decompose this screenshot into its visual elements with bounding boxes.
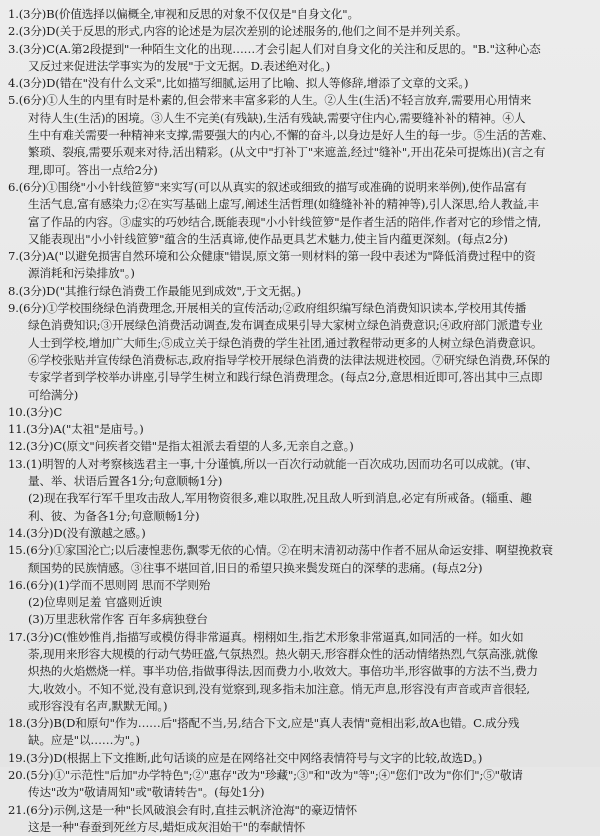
text-line: 生活气息,富有感染力;②在实写基础上虚写,阐述生活哲理(如缝缝补补的精神等),引人深思,给人教益,丰 [28,197,539,212]
text-line: (2)现在我军行军千里攻击敌人,军用物资很多,难以取胜,况且敌人听到消息,必定有所戒备。(辎重、趣 [28,491,532,506]
text-line: 17.(3分)C(惟妙惟肖,指描写或模仿得非常逼真。栩栩如生,指艺术形象非常逼真,如同活的一样。如火如 [8,629,524,644]
text-line: 16.(6分)(1)学而不思则罔 思而不学则殆 [8,577,211,592]
text-line: 缺。应是"以……为"。) [28,733,140,748]
text-line: 对待人生(生活)的困境。③人生不完美(有残缺),生活有残缺,需要守住内心,需要缝补补的精神。④人 [28,110,526,125]
text-line: 2.(3分)D(关于反思的形式,内容的论述是为层次差别的论述服务的,他们之间不是并列关系。 [8,24,468,39]
text-line: 8.(3分)D("其推行绿色消费工作最能见到成效",于文无据。) [8,283,302,298]
text-line: 7.(3分)A("以避免损害自然环境和公众健康"错误,原文第一则材料的第一段中表述为"降低消费过程中的资 [8,249,536,264]
text-line: 生中有难关需要一种精神来支撑,需要强大的内心,不懈的奋斗,以身边是好人生的每一步。⑤生活的苦难、 [28,128,554,143]
text-line: (3)万里悲秋常作客 百年多病独登台 [28,612,208,627]
text-line: 15.(6分)①家国沦亡;以后凄惶悲伤,飘零无依的心情。②在明末清初动荡中作者不屈从命运安排、啊望挽救衰 [8,543,553,558]
text-line: (2)位卑则足羞 官盛则近谀 [28,595,162,610]
text-line: 绿色消费知识;③开展绿色消费活动调查,发布调查成果引导大家树立绿色消费意识;④政府部门派遣专业 [28,318,543,333]
text-line: 又能表现出"小小针线笸箩"蕴含的生活真谛,使作品更具艺术魅力,使主旨内蕴更深刻。(每点2分) [28,231,508,246]
text-line: 9.(6分)①学校围绕绿色消费理念,开展相关的宣传活动;②政府组织编写绿色消费知识读本,学校用其传播 [8,301,527,316]
text-line: 18.(3分)B(D和原句"作为……后"搭配不当,另,结合下文,应是"真人表情"竟相出彩,故A也错。C.成分残 [8,716,520,731]
text-line: 颓国势的民族情感。③往事不堪回首,旧日的希望只换来鬓发斑白的深孳的悲痛。(每点2分) [28,560,483,575]
text-line: 人士到学校,增加广大师生;⑤成立关于绿色消费的学生社团,通过教程带动更多的人树立绿色消费意识。 [28,335,543,350]
text-line: 传达"改为"敬请周知"或"敬请转告"。(每处1分) [28,785,265,800]
text-line: 荼,现用来形容大规模的行动气势旺盛,气氛热烈。热火朝天,形容群众性的活动情绪热烈,气氛高涨,就像 [28,646,538,661]
text-line: 14.(3分)D(没有激越之感。) [8,525,146,540]
text-line: 20.(5分)①"示范性"后加"办学特色";②"惠存"改为"珍藏";③"和"改为"等";④"您们"改为"你们";⑤"敬请 [8,768,523,783]
text-line: 理,即可。答出一点给2分) [28,162,158,177]
text-line: 13.(1)明智的人对考察核选君主一事,十分谨慎,所以一百次行动就能一百次成功,因而功名可以成就。(审、 [8,456,538,471]
text-line: 1.(3分)B(价值选择以偏概全,审视和反思的对象不仅仅是"自身文化"。 [8,7,359,21]
text-line: 量、举、状语后置各1分;句意顺畅1分) [28,474,223,489]
text-line: 繁琐、裂痕,需要乐观来对待,活出精彩。(从文中"打补丁"来遮盖,经过"缝补",开出花朵可提炼出)(言之有 [28,145,546,160]
text-line: 或形容没有名声,默默无闻。) [28,698,168,713]
text-line: 10.(3分)C [8,404,63,419]
text-line: 这是一种"春蚕到死丝方尽,蜡炬成灰泪始干"的奉献情怀 [28,819,306,834]
text-line: 利、彼、为备各1分;句意顺畅1分) [28,508,200,523]
text-line: 又反过来促进法学事实为的发展"于文无据。D.表述绝对化。) [28,58,331,73]
text-line: 5.(6分)①人生的内里有时是朴素的,但会带来丰富多彩的人生。②人生(生活)不轻言放弃,需要用心用情来 [8,93,532,108]
text-line: 3.(3分)C(A.第2段提到"一种陌生文化的出现……才会引起人们对自身文化的关注和反思的。"B."这种心态 [8,41,541,56]
text-line: ⑥学校张贴并宣传绿色消费标志,政府指导学校开展绿色消费的法律法规进校园。⑦研究绿色消费,环保的 [28,352,551,367]
text-line: 4.(3分)D(错在"没有什么文采",比如描写细腻,运用了比喻、拟人等修辞,增添了文章的文采。) [8,76,469,91]
text-line: 19.(3分)D(根据上下文推断,此句话谈的应是在网络社交中网络表情符号与文字的比较,故选D。) [8,750,483,765]
text-line: 21.(6分)示例,这是一种"长风破浪会有时,直挂云帆济沧海"的豪迈情怀 [8,802,357,817]
text-line: 11.(3分)A("太祖"是庙号。) [8,422,144,437]
text-line: 源消耗和污染排放"。) [28,266,135,281]
text-line: 可给满分) [28,387,79,402]
text-line: 富了作品的内容。③虚实的巧妙结合,既能表现"小小针线笸箩"是作者生活的陪伴,作者对它的珍惜之情, [28,214,542,229]
text-line: 大,收效小。不知不觉,没有意识到,没有觉察到,现多指未加注意。悄无声息,形容没有声音或声音很轻, [28,681,530,696]
text-line: 6.(6分)①围绕"小小针线笸箩"来实写(可以从真实的叙述或细致的描写或准确的说明来举例),使作品富有 [8,179,527,194]
text-line: 专家学者到学校举办讲座,引导学生树立和践行绿色消费理念。(每点2分,意思相近即可,答出其中三点即 [28,370,543,385]
text-line: 12.(3分)C(原文"问疾者交错"是指太祖派去看望的人多,无亲自之意。) [8,439,354,454]
text-line: 炽热的火焰燃烧一样。事半功倍,指做事得法,因而费力小,收效大。事倍功半,形容做事的方法不当,费力 [28,664,538,679]
